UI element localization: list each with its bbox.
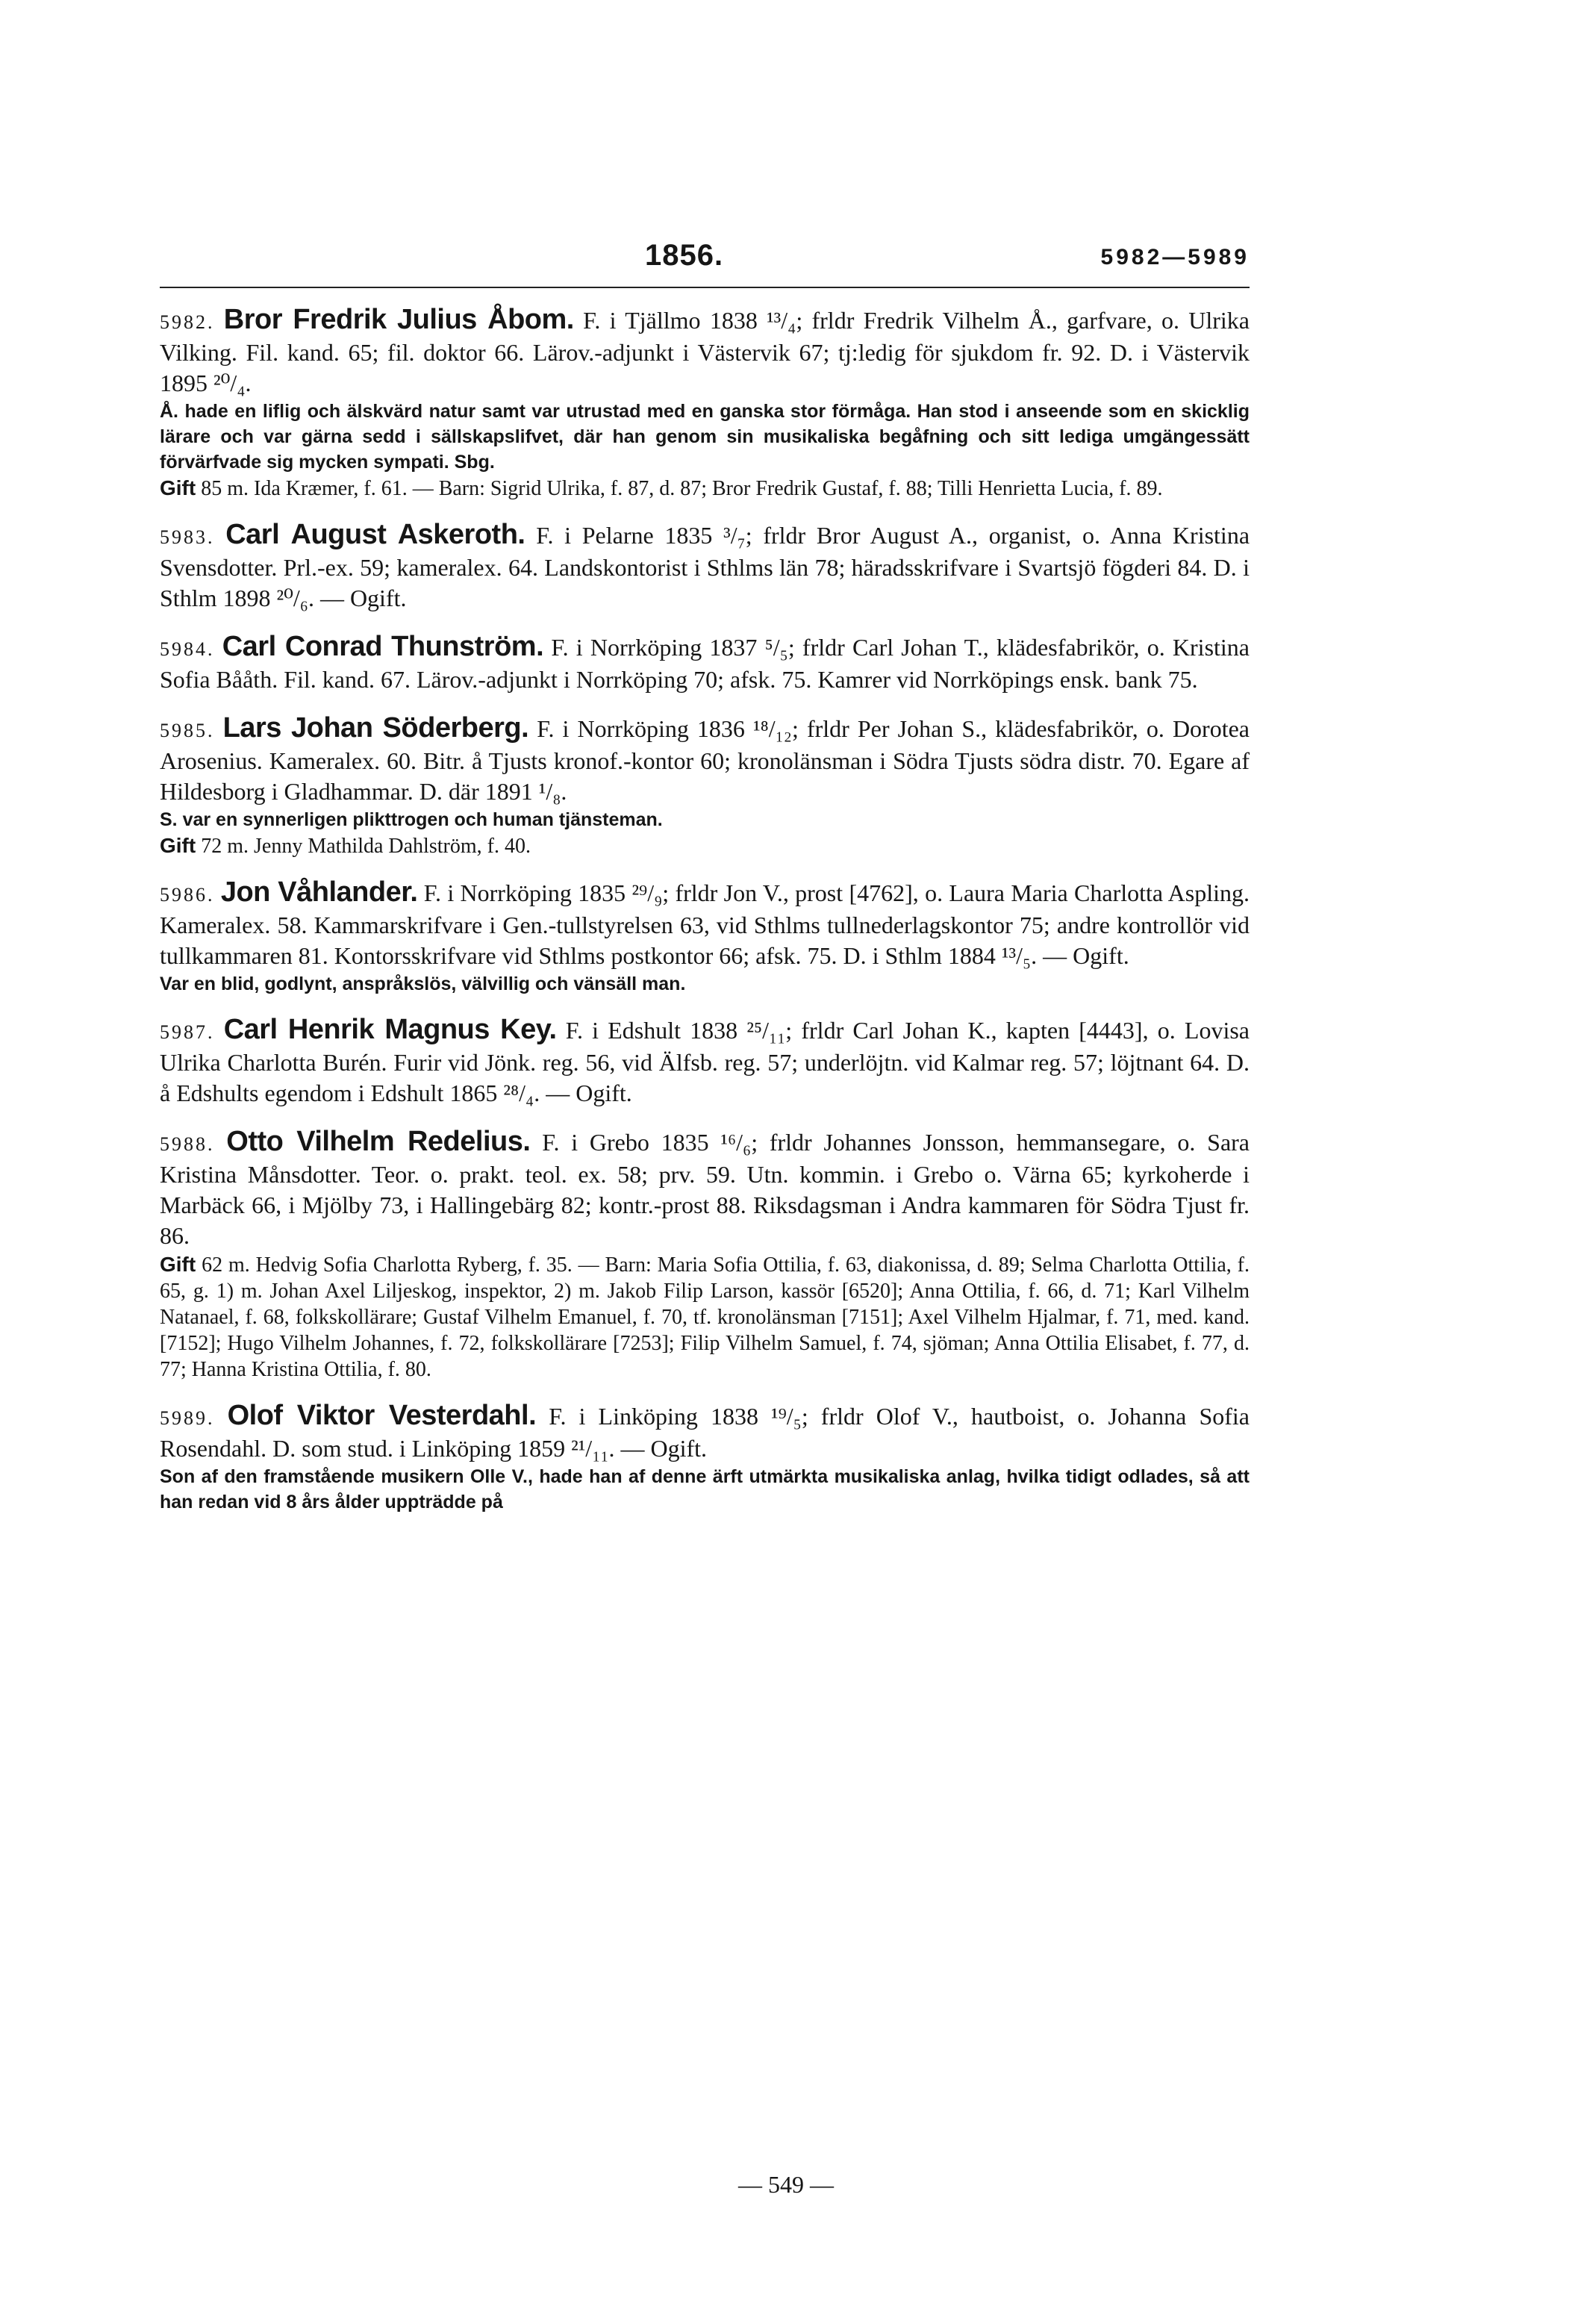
entry-body bbox=[160, 305, 1250, 399]
entry-body bbox=[160, 713, 1250, 807]
entry-number: 5986. bbox=[160, 884, 215, 906]
family-text: 85 m. Ida Kræmer, f. 61. — Barn: Sigrid Ulrika, f. 87, d. 87; Bror Fredrik Gustaf, f. 88; Tilli Henrietta Lucia, f. 89. bbox=[196, 477, 1163, 500]
entry-name: Bror Fredrik Julius Åbom. bbox=[223, 304, 574, 335]
entry-family bbox=[160, 475, 1250, 502]
entry-5985 bbox=[160, 713, 1250, 859]
entries-column bbox=[160, 305, 1250, 1533]
family-label: Gift bbox=[160, 476, 196, 499]
entry-family bbox=[160, 1251, 1250, 1383]
header-entry-range: 5982—5989 bbox=[1100, 245, 1250, 270]
entry-text: F. i Norrköping 1835 ²⁹/₉; frldr Jon V., prost [4762], o. Laura Maria Charlotta Aspling. Kameralex. 58. Kammarskrifvare i Gen.-tullstyrelsen 63, vid Sthlms tullnederlagskontor 75; andre kontrollör vid tullkammaren 81. Kontorsskrifvare vid Sthlms postkontor 66; afsk. 75. D. i Sthlm 1884 ¹³/₅. — Ogift. bbox=[160, 879, 1250, 969]
entry-text: F. i Tjällmo 1838 ¹³/₄; frldr Fredrik Vilhelm Å., garfvare, o. Ulrika Vilking. Fil. kand. 65; fil. doktor 66. Lärov.-adjunkt i Västervik 67; tj:ledig för sjukdom fr. 92. D. i Västervik 1895 ²⁰/₄. bbox=[160, 307, 1250, 396]
entry-note: S. var en synnerligen plikttrogen och human tjänsteman. bbox=[160, 809, 663, 830]
entry-5982 bbox=[160, 305, 1250, 502]
entry-name: Carl Henrik Magnus Key. bbox=[223, 1014, 557, 1045]
entry-note: Å. hade en liflig och älskvärd natur samt var utrustad med en ganska stor förmåga. Han stod i anseende som en skicklig lärare och var gärna sedd i sällskapslifvet, där han genom sin musikaliska begåfning och sitt lediga umgängessätt förvärfvade sig mycken sympati. Sbg. bbox=[160, 401, 1250, 473]
entry-body bbox=[160, 1127, 1250, 1251]
entry-body bbox=[160, 1015, 1250, 1109]
family-label: Gift bbox=[160, 1253, 196, 1276]
entry-text: F. i Norrköping 1836 ¹⁸/₁₂; frldr Per Johan S., klädesfabrikör, o. Dorotea Arosenius. Kameralex. 60. Bitr. å Tjusts kronof.-kontor 60; kronolänsman i Södra Tjusts södra distr. 70. Egare af Hildesborg i Gladhammar. D. där 1891 ¹/₈. bbox=[160, 715, 1250, 805]
entry-body bbox=[160, 632, 1250, 695]
entry-number: 5982. bbox=[160, 311, 215, 333]
entry-5988 bbox=[160, 1127, 1250, 1383]
entry-number: 5987. bbox=[160, 1021, 215, 1043]
entry-5983 bbox=[160, 520, 1250, 614]
header-rule bbox=[160, 287, 1250, 288]
entry-text: F. i Grebo 1835 ¹⁶/₆; frldr Johannes Jonsson, hemmansegare, o. Sara Kristina Månsdotter. Teor. o. prakt. teol. ex. 58; prv. 59. Utn. kommin. i Grebo o. Värna 65; kyrkoherde i Marbäck 66, i Mjölby 73, i Hallingebärg 82; kontr.-prost 88. Riksdagsman i Andra kammaren för Södra Tjust fr. 86. bbox=[160, 1129, 1250, 1249]
entry-body bbox=[160, 877, 1250, 971]
entry-text: F. i Linköping 1838 ¹⁹/₅; frldr Olof V., hautboist, o. Johanna Sofia Rosendahl. D. som stud. i Linköping 1859 ²¹/₁₁. — Ogift. bbox=[160, 1403, 1250, 1462]
page-number: — 549 — bbox=[738, 2171, 834, 2198]
family-text: 72 m. Jenny Mathilda Dahlström, f. 40. bbox=[196, 835, 531, 858]
entry-text: F. i Edshult 1838 ²⁵/₁₁; frldr Carl Johan K., kapten [4443], o. Lovisa Ulrika Charlotta Burén. Furir vid Jönk. reg. 56, vid Älfsb. reg. 57; underlöjtn. vid Kalmar reg. 57; löjtnant 64. D. å Edshults egendom i Edshult 1865 ²⁸/₄. — Ogift. bbox=[160, 1017, 1250, 1106]
entry-5987 bbox=[160, 1015, 1250, 1109]
entry-text: F. i Norrköping 1837 ⁵/₅; frldr Carl Johan T., klädesfabrikör, o. Kristina Sofia Bååth. Fil. kand. 67. Lärov.-adjunkt i Norrköping 70; afsk. 75. Kamrer vid Norrköpings ensk. bank 75. bbox=[160, 634, 1250, 693]
header-year: 1856. bbox=[645, 239, 724, 272]
entry-5984 bbox=[160, 632, 1250, 695]
entry-name: Jon Våhlander. bbox=[220, 876, 418, 908]
entry-5986 bbox=[160, 877, 1250, 997]
running-header bbox=[160, 239, 1250, 284]
family-label: Gift bbox=[160, 834, 196, 857]
entry-number: 5988. bbox=[160, 1133, 215, 1155]
entry-name: Olof Viktor Vesterdahl. bbox=[227, 1400, 537, 1431]
entry-body bbox=[160, 520, 1250, 614]
entry-note: Var en blid, godlynt, anspråkslös, välvillig och vänsäll man. bbox=[160, 973, 686, 994]
entry-name: Carl August Askeroth. bbox=[225, 519, 525, 550]
entry-number: 5984. bbox=[160, 638, 215, 660]
entry-number: 5983. bbox=[160, 526, 215, 548]
entry-body bbox=[160, 1401, 1250, 1464]
entry-text: F. i Pelarne 1835 ³/₇; frldr Bror August A., organist, o. Anna Kristina Svensdotter. Prl.-ex. 59; kameralex. 64. Landskontorist i Sthlms län 78; häradsskrifvare i Svartsjö fögderi 84. D. i Sthlm 1898 ²⁰/₆. — Ogift. bbox=[160, 522, 1250, 611]
entry-family bbox=[160, 832, 1250, 859]
entry-5989 bbox=[160, 1401, 1250, 1515]
entry-number: 5989. bbox=[160, 1407, 215, 1429]
entry-name: Lars Johan Söderberg. bbox=[222, 712, 529, 744]
entry-note: Son af den framstående musikern Olle V., hade han af denne ärft utmärkta musikaliska anlag, hvilka tidigt odlades, så att han redan vid 8 års ålder uppträdde på bbox=[160, 1466, 1250, 1513]
entry-name: Otto Vilhelm Redelius. bbox=[226, 1126, 531, 1157]
entry-name: Carl Conrad Thunström. bbox=[222, 631, 544, 662]
family-text: 62 m. Hedvig Sofia Charlotta Ryberg, f. 35. — Barn: Maria Sofia Ottilia, f. 63, diakonissa, d. 89; Selma Charlotta Ottilia, f. 65, g. 1) m. Johan Axel Liljeskog, inspektor, 2) m. Jakob Filip Larson, kassör [6520]; Anna Ottilia, f. 66, d. 71; Karl Vilhelm Natanael, f. 68, folkskollärare; Gustaf Vilhelm Emanuel, f. 70, tf. kronolänsman [7151]; Axel Vilhelm Hjalmar, f. 71, med. kand. [7152]; Hugo Vilhelm Johannes, f. 72, folkskollärare [7253]; Filip Vilhelm Samuel, f. 74, sjöman; Anna Ottilia Elisabet, f. 77, d. 77; Hanna Kristina Ottilia, f. 80. bbox=[160, 1253, 1250, 1381]
entry-number: 5985. bbox=[160, 720, 215, 741]
